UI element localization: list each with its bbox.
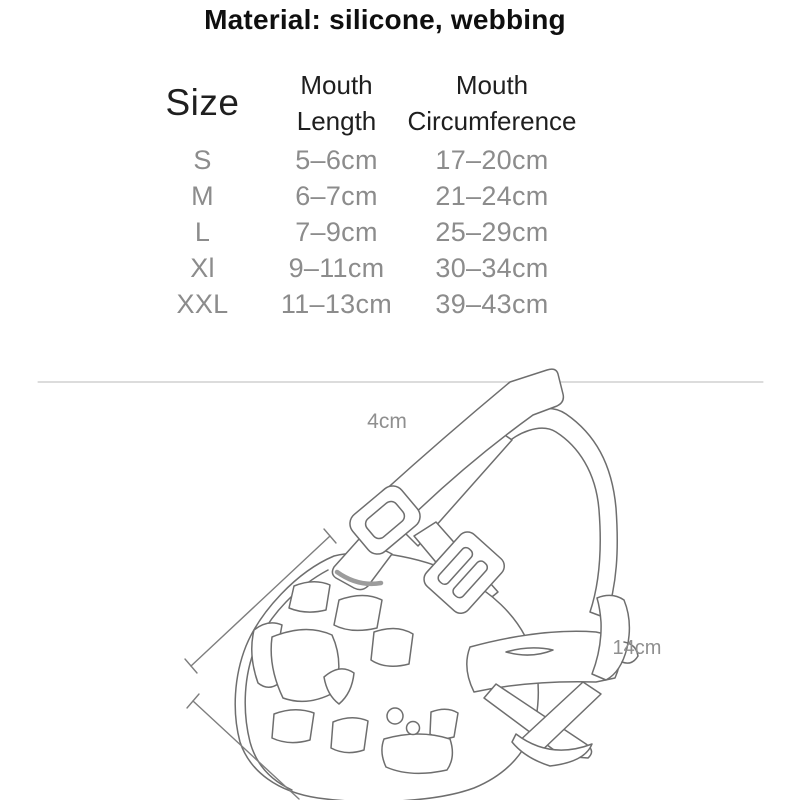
neck-strap-length-label: 14cm	[612, 637, 662, 659]
mouth-length-value: 5–6cm	[295, 144, 378, 175]
size-value: S	[193, 144, 212, 175]
mouth-length-value: 7–9cm	[295, 216, 378, 247]
table-row	[130, 250, 586, 286]
muzzle-sketch	[235, 369, 638, 800]
table-row	[130, 142, 586, 178]
size-value: L	[194, 216, 211, 247]
size-value: Xl	[190, 252, 215, 283]
mouth-circumference-value: 25–29cm	[435, 216, 549, 247]
column-header-size: Size	[165, 82, 240, 123]
mouth-length-value: 6–7cm	[295, 180, 378, 211]
column-header-mouth-length: Mouth Length	[296, 70, 377, 136]
mouth-length-value: 9–11cm	[288, 252, 385, 283]
table-row	[130, 214, 586, 250]
table-row	[130, 178, 586, 214]
mouth-length-value: 11–13cm	[280, 288, 393, 319]
mouth-circumference-value: 21–24cm	[435, 180, 549, 211]
size-table-header	[130, 64, 586, 142]
column-header-mouth-circumference: Mouth Circumference	[407, 70, 577, 136]
mouth-circumference-value: 17–20cm	[435, 144, 549, 175]
size-value: M	[191, 180, 214, 211]
muzzle-diagram	[0, 360, 800, 800]
size-value: XXL	[176, 288, 229, 319]
muzzle-illustration	[0, 360, 800, 800]
mouth-circumference-value: 39–43cm	[435, 288, 549, 319]
page-title: Material: silicone, webbing	[204, 4, 566, 35]
mouth-circumference-value: 30–34cm	[435, 252, 549, 283]
size-table	[130, 64, 586, 322]
table-row	[130, 286, 586, 322]
strap-width-label: 4cm	[367, 410, 407, 433]
